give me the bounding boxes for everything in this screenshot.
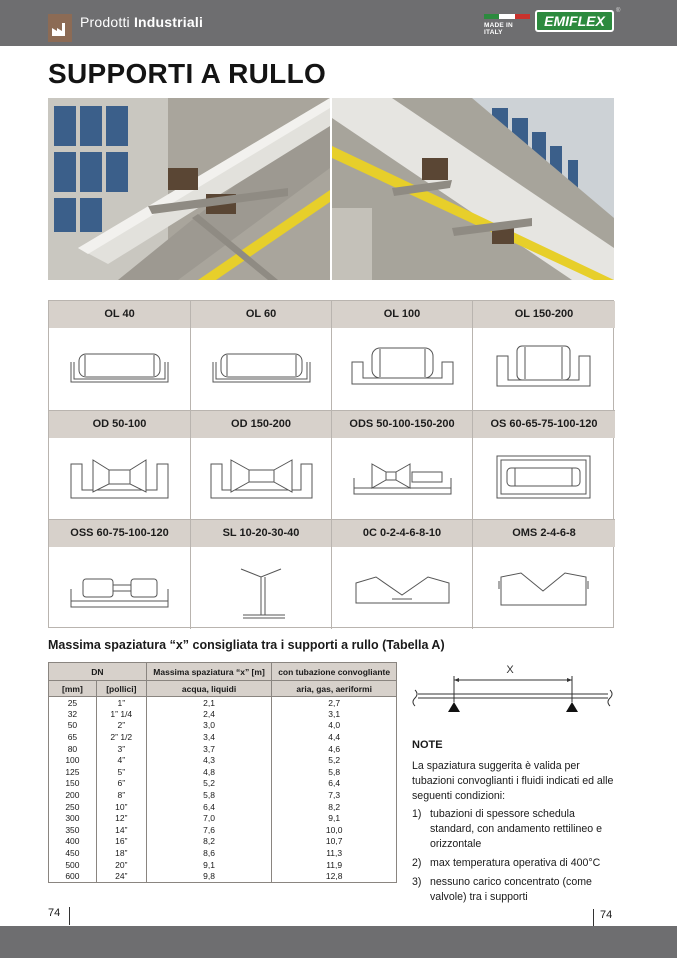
head-dn: DN [49,663,147,681]
cell-gas: 5,2 [272,754,397,766]
section-title: Prodotti Industriali [80,14,204,30]
cell-mm: 50 [49,720,97,732]
header-bar [0,0,677,46]
model-cell [332,520,473,629]
cell-gas: 7,3 [272,789,397,801]
brand-logo: EMIFLEX [535,10,614,32]
roller-drawing-icon [473,547,615,629]
table-row [49,754,397,766]
cell-gas: 4,4 [272,731,397,743]
cell-inch: 1” 1/4 [96,708,146,720]
cell-gas: 12,8 [272,870,397,882]
cell-gas: 8,2 [272,801,397,813]
table-row [49,812,397,824]
model-cell [332,301,473,411]
cell-liquid: 3,0 [146,720,272,732]
photo-pipes-right [332,98,614,280]
model-label: OL 100 [332,301,472,328]
table-row [49,697,397,709]
roller-drawing-icon [191,438,331,520]
cell-inch: 8” [96,789,146,801]
cell-liquid: 8,6 [146,847,272,859]
cell-liquid: 7,0 [146,812,272,824]
cell-mm: 80 [49,743,97,755]
cell-gas: 4,0 [272,720,397,732]
registered-mark: ® [616,8,621,14]
cell-mm: 65 [49,731,97,743]
model-cell [49,301,191,411]
cell-mm: 125 [49,766,97,778]
model-cell [191,411,332,520]
made-in-italy-badge: MADE IN ITALY [484,14,530,32]
notes-title: NOTE [412,739,443,751]
cell-mm: 500 [49,859,97,871]
model-cell [473,301,615,411]
head-inch: [pollici] [96,681,146,697]
model-label: OD 50-100 [49,411,190,438]
model-label: OS 60-65-75-100-120 [473,411,615,438]
table-row [49,789,397,801]
model-cell [473,520,615,629]
cell-mm: 350 [49,824,97,836]
cell-liquid: 7,6 [146,824,272,836]
table-row [49,801,397,813]
roller-drawing-icon [49,547,190,629]
cell-gas: 11,9 [272,859,397,871]
notes-list [412,807,616,905]
cell-inch: 10” [96,801,146,813]
cell-liquid: 6,4 [146,801,272,813]
model-label: OL 60 [191,301,331,328]
cell-gas: 4,6 [272,743,397,755]
cell-mm: 600 [49,870,97,882]
notes-intro: La spaziatura suggerita è valida per tubazioni convoglianti i fluidi indicati ed alle seguenti condizioni: [412,760,614,802]
cell-liquid: 2,4 [146,708,272,720]
cell-gas: 11,3 [272,847,397,859]
head-mm: [mm] [49,681,97,697]
spacing-table [48,662,397,883]
model-label: OL 150-200 [473,301,615,328]
diagram-label: X [506,664,514,676]
cell-mm: 100 [49,754,97,766]
cell-inch: 18” [96,847,146,859]
table-row [49,720,397,732]
cell-inch: 20” [96,859,146,871]
factory-icon [48,14,72,42]
cell-gas: 10,7 [272,836,397,848]
model-cell [332,411,473,520]
model-label: 0C 0-2-4-6-8-10 [332,520,472,547]
model-label: OD 150-200 [191,411,331,438]
spacing-diagram [410,660,614,716]
cell-inch: 12” [96,812,146,824]
roller-drawing-icon [473,328,615,411]
cell-gas: 2,7 [272,697,397,709]
cell-liquid: 3,7 [146,743,272,755]
head-spacing: Massima spaziatura “x” [m] [146,663,272,681]
model-label: OSS 60-75-100-120 [49,520,190,547]
roller-drawing-icon [473,438,615,520]
cell-gas: 6,4 [272,778,397,790]
model-cell [49,520,191,629]
cell-inch: 14” [96,824,146,836]
roller-drawing-icon [191,547,331,629]
model-label: SL 10-20-30-40 [191,520,331,547]
italy-flag-icon [484,14,530,19]
cell-gas: 5,8 [272,766,397,778]
page-number-left: 74 [48,907,61,919]
model-cell [191,520,332,629]
cell-inch: 3” [96,743,146,755]
note-item: 2) max temperatura operativa di 400°C [412,857,601,869]
cell-gas: 10,0 [272,824,397,836]
model-cell [49,411,191,520]
cell-inch: 5” [96,766,146,778]
cell-mm: 450 [49,847,97,859]
cell-liquid: 5,2 [146,778,272,790]
cell-mm: 300 [49,812,97,824]
table-row [49,708,397,720]
table-row [49,859,397,871]
table-row [49,836,397,848]
table-row [49,731,397,743]
footer-bar [0,926,677,958]
note-item: 1) tubazioni di spessore schedula standard, con andamento rettilineo e orizzontale [412,808,602,850]
note-item: 3) nessuno carico concentrato (come valvole) tra i supporti [412,876,592,903]
photo-pipes-left [48,98,330,280]
cell-liquid: 3,4 [146,731,272,743]
roller-drawing-icon [332,328,472,411]
cell-inch: 1” [96,697,146,709]
cell-inch: 2” [96,720,146,732]
model-cell [473,411,615,520]
cell-liquid: 5,8 [146,789,272,801]
cell-mm: 150 [49,778,97,790]
cell-inch: 4” [96,754,146,766]
cell-liquid: 4,8 [146,766,272,778]
model-label: OMS 2-4-6-8 [473,520,615,547]
cell-liquid: 9,1 [146,859,272,871]
cell-inch: 24” [96,870,146,882]
roller-drawing-icon [332,547,472,629]
table-row [49,847,397,859]
roller-drawing-icon [191,328,331,411]
cell-mm: 400 [49,836,97,848]
page-title: SUPPORTI A RULLO [48,58,327,89]
roller-drawing-icon [49,328,190,411]
divider [69,907,70,925]
roller-drawing-icon [49,438,190,520]
roller-support-grid [48,300,614,628]
cell-inch: 16” [96,836,146,848]
head-gas: aria, gas, aeriformi [272,681,397,697]
page-number-right: 74 [600,909,613,921]
roller-drawing-icon [332,438,472,520]
support-triangle-icon [448,702,460,712]
cell-mm: 250 [49,801,97,813]
notes-block [412,738,616,909]
cell-liquid: 2,1 [146,697,272,709]
model-label: ODS 50-100-150-200 [332,411,472,438]
cell-mm: 25 [49,697,97,709]
table-row [49,870,397,882]
table-row [49,766,397,778]
head-with: con tubazione convogliante [272,663,397,681]
table-row [49,824,397,836]
model-cell [191,301,332,411]
table-title: Massima spaziatura “x” consigliata tra i supporti a rullo (Tabella A) [48,638,445,652]
table-row [49,743,397,755]
table-row [49,778,397,790]
cell-gas: 3,1 [272,708,397,720]
cell-liquid: 4,3 [146,754,272,766]
support-triangle-icon [566,702,578,712]
head-liquid: acqua, liquidi [146,681,272,697]
cell-inch: 2” 1/2 [96,731,146,743]
divider [593,909,594,927]
cell-mm: 32 [49,708,97,720]
cell-liquid: 9,8 [146,870,272,882]
cell-mm: 200 [49,789,97,801]
cell-gas: 9,1 [272,812,397,824]
model-label: OL 40 [49,301,190,328]
cell-liquid: 8,2 [146,836,272,848]
cell-inch: 6” [96,778,146,790]
